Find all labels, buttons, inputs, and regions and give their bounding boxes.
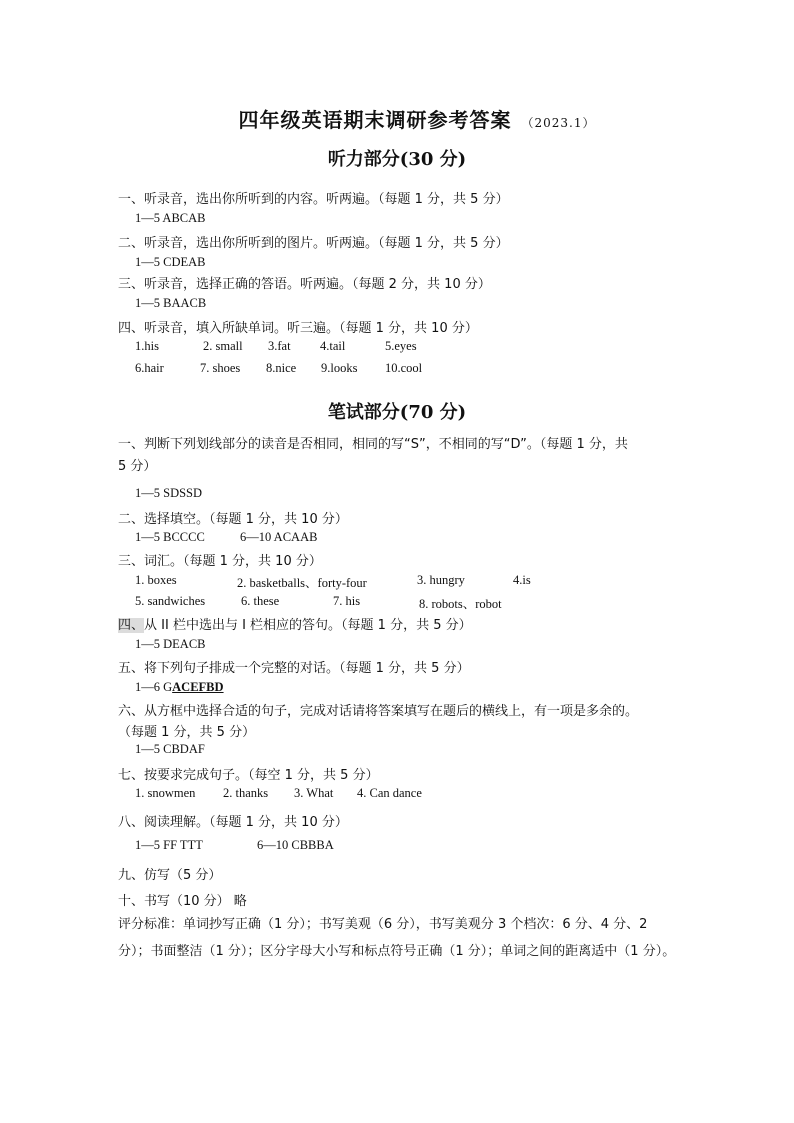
listening-q2-heading: 二、听录音，选出你所听到的图片。听两遍。（每题 1 分，共 5 分） [118, 236, 509, 251]
listening-q2-answer: 1—5 CDEAB [135, 255, 206, 269]
list-item: 1. snowmen [135, 786, 196, 800]
list-item: 7. his [333, 594, 361, 608]
listening-q3-heading: 三、听录音，选择正确的答语。听两遍。（每题 2 分，共 10 分） [118, 277, 491, 292]
writing-q7-heading: 七、按要求完成句子。（每空 1 分，共 5 分） [118, 768, 379, 783]
listening-q3-answer: 1—5 BAACB [135, 296, 207, 310]
writing-q2-answer-1: 1—5 BCCCC [135, 530, 205, 544]
writing-q5-answer [135, 680, 224, 695]
list-item: 2. basketballs、forty-four [237, 576, 367, 590]
writing-q1-heading-line2: 5 分） [118, 459, 157, 474]
listening-section-title: 听力部分(30 分) [327, 149, 467, 170]
writing-q1-heading-line1: 一、判断下列划线部分的读音是否相同，相同的写“S”，不相同的写“D”。（每题 1 分，共 [118, 437, 628, 452]
page-title [20, 104, 794, 133]
listening-q1-heading: 一、听录音，选出你所听到的内容。听两遍。（每题 1 分，共 5 分） [118, 192, 509, 207]
list-item: 6.hair [135, 361, 164, 375]
writing-q6-answer: 1—5 CBDAF [135, 742, 205, 756]
list-item: 5.eyes [385, 339, 417, 353]
writing-q3-heading: 三、词汇。（每题 1 分，共 10 分） [118, 554, 322, 569]
title-date: （2023.1） [521, 116, 596, 130]
q5-answer-underlined: ACEFBD [172, 680, 224, 694]
writing-q10-heading: 十、书写（10 分） 略 [118, 894, 247, 909]
writing-q8-answer-2: 6—10 CBBBA [257, 838, 334, 852]
list-item: 7. shoes [200, 361, 241, 375]
writing-q8-answer-1: 1—5 FF TTT [135, 838, 203, 852]
writing-q6-heading-line2: （每题 1 分，共 5 分） [118, 725, 256, 740]
listening-q1-answer: 1—5 ABCAB [135, 211, 206, 225]
list-item: 3. What [294, 786, 334, 800]
list-item: 5. sandwiches [135, 594, 206, 608]
list-item: 2. small [203, 339, 243, 353]
writing-q1-answer: 1—5 SDSSD [135, 486, 203, 500]
writing-q4-answer: 1—5 DEACB [135, 637, 206, 651]
writing-q8-heading: 八、阅读理解。（每题 1 分，共 10 分） [118, 815, 348, 830]
writing-q5-heading: 五、将下列句子排成一个完整的对话。（每题 1 分，共 5 分） [118, 661, 470, 676]
writing-q2-answer-2: 6—10 ACAAB [240, 530, 318, 544]
list-item: 8.nice [266, 361, 297, 375]
q4-heading-text: 从 II 栏中选出与 I 栏相应的答句。（每题 1 分，共 5 分） [144, 618, 472, 633]
writing-q2-heading: 二、选择填空。（每题 1 分，共 10 分） [118, 512, 348, 527]
writing-section-title: 笔试部分(70 分) [327, 402, 467, 423]
list-item: 4.is [513, 573, 531, 587]
list-item: 2. thanks [223, 786, 269, 800]
list-item: 8. robots、robot [419, 597, 502, 611]
list-item: 1.his [135, 339, 159, 353]
title-main: 四年级英语期末调研参考答案 [238, 108, 512, 132]
list-item: 10.cool [385, 361, 423, 375]
grading-criteria: 评分标准：单词抄写正确（1 分）；书写美观（6 分），书写美观分 3 个档次：6 分、4 分、2 分）；书面整洁（1 分）；区分字母大小写和标点符号正确（1 分）；单词之间的距离适中（1 分）。 [118, 917, 676, 959]
list-item: 9.looks [321, 361, 358, 375]
list-item: 1. boxes [135, 573, 177, 587]
list-item: 4. Can dance [357, 786, 422, 800]
list-item: 4.tail [320, 339, 346, 353]
writing-q4-heading [118, 614, 472, 633]
listening-q4-heading: 四、听录音，填入所缺单词。听三遍。（每题 1 分，共 10 分） [118, 321, 478, 336]
list-item: 6. these [241, 594, 280, 608]
writing-q6-heading-line1: 六、从方框中选择合适的句子，完成对话请将答案填写在题后的横线上，有一项是多余的。 [118, 704, 639, 719]
list-item: 3. hungry [417, 573, 465, 587]
q4-prefix-highlight: 四、 [118, 618, 145, 633]
writing-q9-heading: 九、仿写（5 分） [118, 868, 222, 883]
q5-answer-prefix: 1—6 G [135, 680, 173, 694]
list-item: 3.fat [268, 339, 291, 353]
